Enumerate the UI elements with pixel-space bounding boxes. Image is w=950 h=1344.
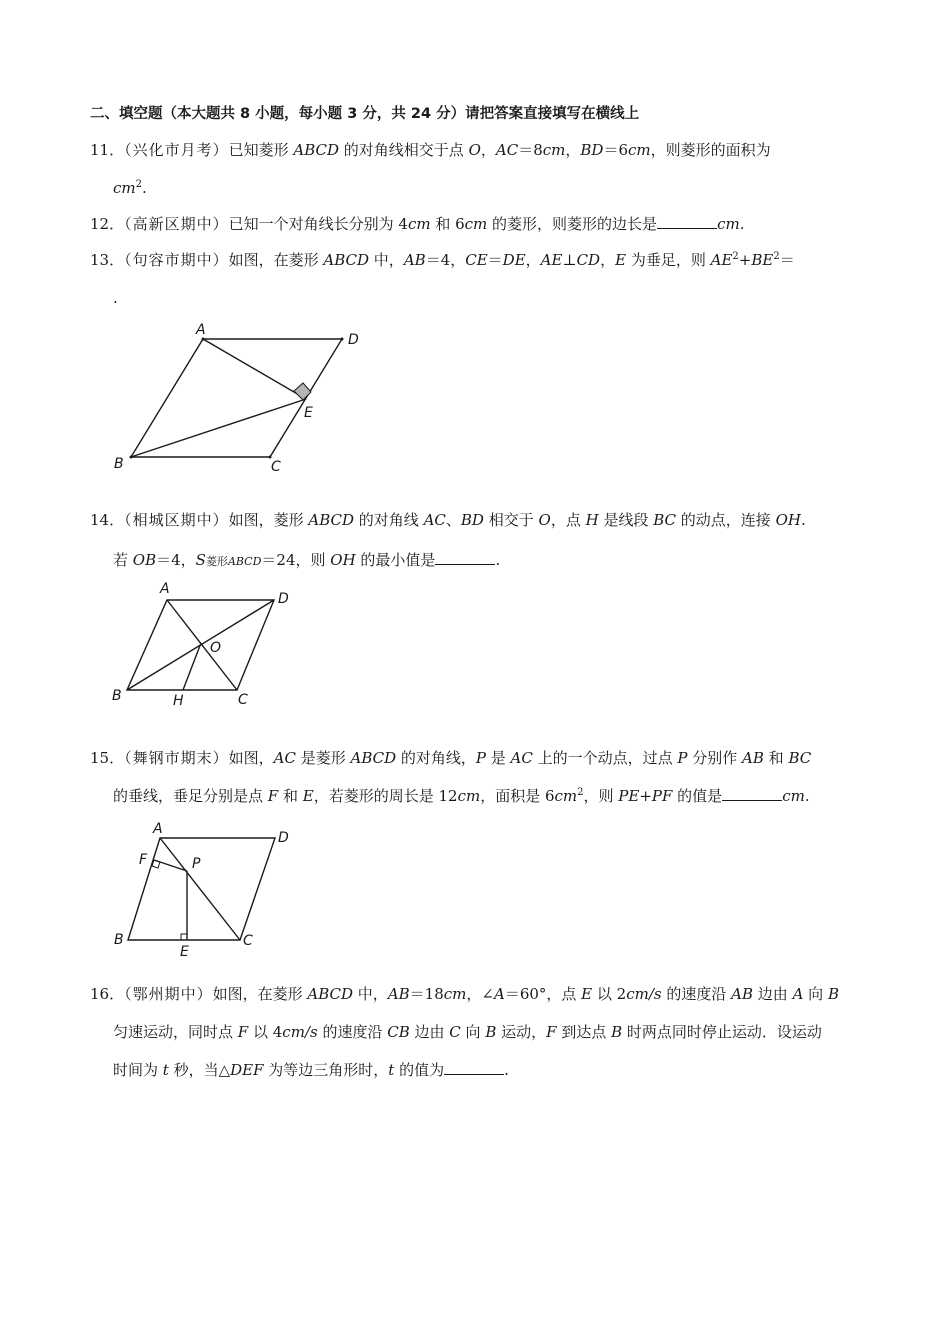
math-var: H <box>585 511 599 529</box>
text: ＝8 <box>518 141 543 159</box>
question-16-line-1 <box>90 984 839 1004</box>
text: 的值为 <box>394 1061 445 1079</box>
question-13-line-1 <box>90 250 795 270</box>
text: 已知一个对角线长分别为 4 <box>228 215 408 233</box>
label-b: B <box>112 688 122 704</box>
text: ⊥ <box>562 251 577 269</box>
subscript: 菱形 <box>205 555 228 568</box>
text: ，则菱形的面积为 <box>650 141 771 159</box>
text: ，∠ <box>466 985 494 1003</box>
math-var: CD <box>576 251 601 269</box>
math-var: ABCD <box>308 511 355 529</box>
text: 秒，当△ <box>168 1061 231 1079</box>
text: . <box>739 215 745 233</box>
math-var: AB <box>387 985 410 1003</box>
math-var: AB <box>742 749 764 767</box>
text: ， <box>565 141 581 159</box>
text: . <box>495 551 501 569</box>
label-d: D <box>348 332 359 348</box>
label-e: E <box>304 405 313 421</box>
text: 为等边三角形时， <box>263 1061 389 1079</box>
text: 中， <box>353 985 388 1003</box>
unit: cm <box>554 787 578 805</box>
figure-14 <box>110 580 310 710</box>
unit: cm <box>542 141 566 159</box>
math-var: t <box>162 1061 169 1079</box>
math-var: F <box>267 787 279 805</box>
math-var: ABCD <box>323 251 370 269</box>
math-var: E <box>302 787 314 805</box>
math-var: F <box>546 1023 557 1041</box>
text: ＝18 <box>409 985 444 1003</box>
text: 时间为 <box>113 1061 163 1079</box>
text: ＝ <box>487 251 503 269</box>
math-var: OH <box>775 511 801 529</box>
text: 时两点同时停止运动．设运动 <box>622 1023 822 1041</box>
math-var: BD <box>580 141 604 159</box>
text: 如图， <box>228 749 274 767</box>
text: ，面积是 6 <box>480 787 555 805</box>
text: ，若菱形的周长是 12 <box>313 787 458 805</box>
label-h: H <box>173 693 184 709</box>
math-var: P <box>677 749 688 767</box>
text: ，点 <box>550 511 586 529</box>
question-source: （兴化市月考） <box>124 141 229 159</box>
text: 边由 <box>409 1023 450 1041</box>
text: 如图，在菱形 <box>228 251 324 269</box>
text: 和 <box>278 787 303 805</box>
unit: cm/s <box>282 1023 318 1041</box>
label-d: D <box>278 591 289 607</box>
question-number: 16． <box>90 985 125 1003</box>
answer-blank[interactable] <box>657 214 717 229</box>
text: 的菱形，则菱形的边长是 <box>487 215 658 233</box>
text: ＝60°，点 <box>504 985 582 1003</box>
label-a: A <box>160 581 170 597</box>
math-var: BC <box>653 511 677 529</box>
text: 如图，菱形 <box>228 511 309 529</box>
text: 的对角线相交于点 <box>339 141 469 159</box>
unit: cm <box>717 215 740 233</box>
text: ， <box>525 251 541 269</box>
text: 是菱形 <box>295 749 351 767</box>
math-var: AB <box>731 985 754 1003</box>
unit: cm <box>407 215 431 233</box>
text: . <box>504 1061 509 1079</box>
question-source: （相城区期中） <box>124 511 229 529</box>
question-14-line-2 <box>113 550 500 572</box>
math-var: A <box>493 985 505 1003</box>
math-var: B <box>485 1023 497 1041</box>
math-var: t <box>388 1061 395 1079</box>
segment-be <box>131 399 306 457</box>
question-16-line-3 <box>113 1060 509 1080</box>
text: 向 <box>460 1023 486 1041</box>
unit: cm <box>457 787 481 805</box>
text: 以 4 <box>248 1023 283 1041</box>
answer-blank[interactable] <box>444 1060 504 1075</box>
text: 和 6 <box>430 215 465 233</box>
math-var: AC <box>510 749 533 767</box>
text: . <box>804 787 810 805</box>
math-var: B <box>827 985 839 1003</box>
label-p: P <box>192 856 201 872</box>
math-var: ABCD <box>293 141 340 159</box>
label-c: C <box>243 933 253 949</box>
diagonal-ac <box>160 838 240 940</box>
figure-15 <box>110 818 310 963</box>
answer-blank[interactable] <box>435 550 495 565</box>
question-number: 11． <box>90 141 125 159</box>
text: . <box>800 511 806 529</box>
math-var: CE <box>465 251 488 269</box>
superscript: 2 <box>577 787 584 798</box>
unit: cm <box>628 141 651 159</box>
math-var: A <box>792 985 804 1003</box>
text: 运动， <box>496 1023 547 1041</box>
math-var: OB <box>132 551 157 569</box>
question-number: 13． <box>90 251 125 269</box>
label-o: O <box>210 640 222 656</box>
text: 的值是 <box>672 787 723 805</box>
math-var: DE <box>502 251 526 269</box>
math-var: AC <box>495 141 519 159</box>
text: 匀速运动，同时点 <box>113 1023 238 1041</box>
text: 到达点 <box>556 1023 612 1041</box>
math-var: AB <box>403 251 426 269</box>
subscript: ABCD <box>227 555 262 568</box>
question-11-line-2 <box>113 178 147 198</box>
unit: cm <box>113 179 136 197</box>
math-var: E <box>581 985 593 1003</box>
text: . <box>142 179 147 197</box>
math-var: B <box>611 1023 623 1041</box>
text: 的速度沿 <box>661 985 732 1003</box>
text: ＝6 <box>603 141 629 159</box>
math-var: BC <box>788 749 812 767</box>
answer-blank[interactable] <box>722 786 782 801</box>
label-c: C <box>271 459 281 475</box>
math-var: O <box>538 511 551 529</box>
question-13-line-2 <box>113 288 118 308</box>
label-c: C <box>238 692 248 708</box>
question-source: （高新区期中） <box>124 215 229 233</box>
question-number: 12． <box>90 215 125 233</box>
question-12 <box>90 214 744 234</box>
superscript: 2 <box>135 179 142 190</box>
text: 是线段 <box>598 511 654 529</box>
label-a: A <box>196 322 206 338</box>
text: 如图，在菱形 <box>212 985 308 1003</box>
text: 中， <box>369 251 404 269</box>
text: . <box>113 289 118 307</box>
math-var: BE <box>751 251 774 269</box>
text: 、 <box>445 511 461 529</box>
math-var: F <box>237 1023 249 1041</box>
text: 为垂足，则 <box>626 251 711 269</box>
math-var: C <box>449 1023 461 1041</box>
right-angle-marker <box>294 383 311 400</box>
right-angle-marker-e <box>181 934 187 940</box>
text: 相交于 <box>483 511 539 529</box>
text: ＝ <box>779 251 795 269</box>
text: 以 2 <box>592 985 627 1003</box>
text: 的速度沿 <box>317 1023 388 1041</box>
math-var: AE <box>710 251 733 269</box>
unit: cm <box>464 215 488 233</box>
math-var: ABCD <box>350 749 397 767</box>
math-var: O <box>468 141 481 159</box>
math-var: S <box>195 551 206 569</box>
text: 若 <box>113 551 133 569</box>
question-11-line-1 <box>90 140 771 160</box>
math-var: DEF <box>230 1061 264 1079</box>
math-var: BD <box>460 511 484 529</box>
label-e: E <box>180 944 189 960</box>
text: 和 <box>763 749 789 767</box>
question-source: （舞钢市期末） <box>124 749 229 767</box>
text: ，则 <box>583 787 619 805</box>
text: 上的一个动点，过点 <box>532 749 678 767</box>
label-f: F <box>139 852 148 868</box>
question-number: 15． <box>90 749 125 767</box>
math-var: CB <box>387 1023 410 1041</box>
unit: cm <box>443 985 467 1003</box>
label-b: B <box>114 456 124 472</box>
rhombus-abcd <box>131 339 342 457</box>
math-var: AC <box>273 749 296 767</box>
question-14-line-1 <box>90 510 806 530</box>
text: ， <box>480 141 496 159</box>
math-var: P <box>475 749 486 767</box>
math-var: OH <box>330 551 356 569</box>
math-var: AC <box>423 511 446 529</box>
superscript: 2 <box>773 251 780 262</box>
text: ＝24，则 <box>261 551 331 569</box>
section-heading: 二、填空题（本大题共 8 小题，每小题 3 分，共 24 分）请把答案直接填写在横线上 <box>90 106 640 122</box>
question-source: （鄂州期中） <box>124 985 213 1003</box>
label-b: B <box>114 932 124 948</box>
text: ＝4， <box>425 251 466 269</box>
text: 分别作 <box>687 749 743 767</box>
rhombus-abcd <box>128 838 275 940</box>
label-d: D <box>278 830 289 846</box>
text: 的对角线， <box>396 749 476 767</box>
text: ＝4， <box>156 551 196 569</box>
figure-13 <box>110 322 370 477</box>
text: 的动点，连接 <box>676 511 776 529</box>
text: ， <box>600 251 616 269</box>
diagonal-ac <box>167 600 237 690</box>
text: 边由 <box>753 985 793 1003</box>
text: + <box>738 251 752 269</box>
question-number: 14． <box>90 511 125 529</box>
math-var: AE <box>540 251 563 269</box>
math-var: ABCD <box>307 985 354 1003</box>
question-15-line-2 <box>113 786 810 806</box>
unit: cm/s <box>626 985 662 1003</box>
math-var: E <box>615 251 627 269</box>
text: 已知菱形 <box>228 141 294 159</box>
text: 向 <box>803 985 828 1003</box>
question-source: （句容市期中） <box>124 251 229 269</box>
label-a: A <box>153 821 163 837</box>
unit: cm <box>782 787 805 805</box>
superscript: 2 <box>732 251 739 262</box>
text: 的最小值是 <box>355 551 436 569</box>
question-16-line-2 <box>113 1022 822 1042</box>
text: 的垂线，垂足分别是点 <box>113 787 268 805</box>
question-15-line-1 <box>90 748 811 768</box>
segment-ae <box>203 339 306 399</box>
math-var: PE+PF <box>618 787 673 805</box>
text: 的对角线 <box>354 511 424 529</box>
text: 是 <box>486 749 511 767</box>
